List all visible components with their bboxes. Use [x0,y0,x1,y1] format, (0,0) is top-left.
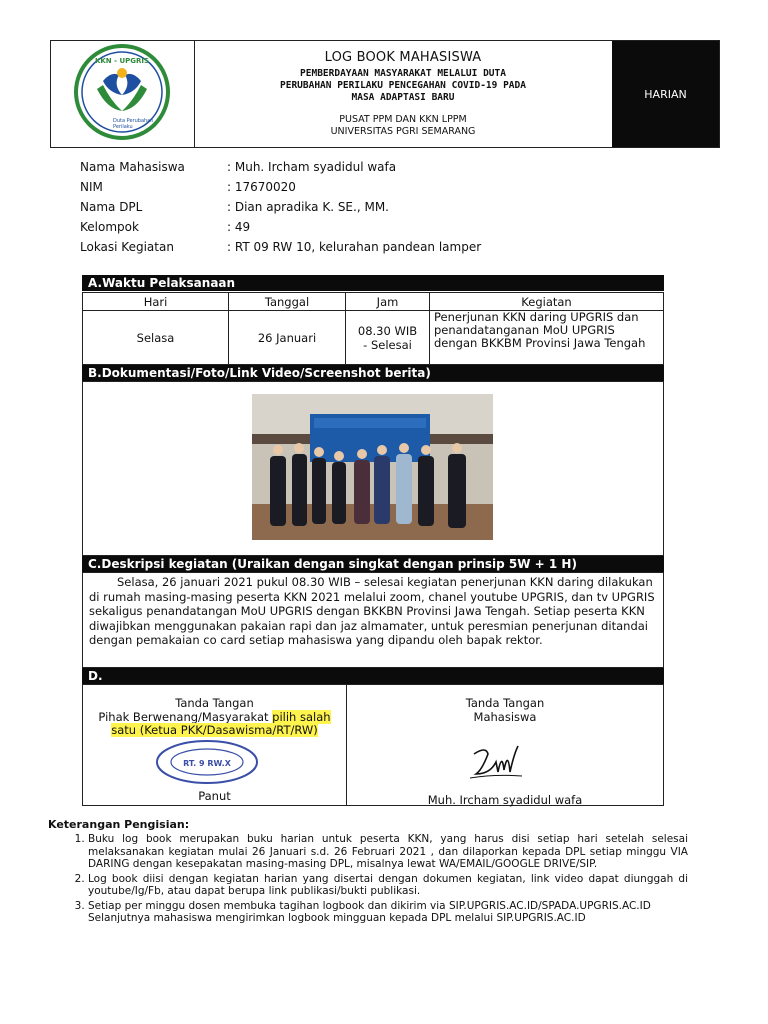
cell-hari: Selasa [82,310,229,365]
rt-rw-stamp [154,738,260,786]
subtitle: PEMBERDAYAAN MASYARAKAT MELALUI DUTA PERUBAHAN PERILAKU PENCEGAHAN COVID-19 PADA MASA ADAPTASI BARU [280,68,526,103]
svg-text:KKN - UPGRIS: KKN - UPGRIS [94,57,150,65]
col-header-hari: Hari [82,292,229,311]
title-cell [194,41,612,147]
authority-signature-label: Tanda Tangan Pihak Berwenang/Masyarakat pilih salah satu (Ketua PKK/Dasawisma/RT/RW) [98,696,331,737]
header-box [50,40,720,148]
cell-kegiatan: Penerjunan KKN daring UPGRIS dan penandatanganan MoU UPGRIS dengan BKKBM Provinsi Jawa Tengah [429,310,664,365]
instruction-item: 3. Setiap per minggu dosen membuka tagihan logbook dan dikirim via SIP.UPGRIS.AC.ID/SPADA.UPGRIS.AC.ID Selanjutnya mahasiswa mengirimkan logbook mingguan kepada DPL melalui SIP.UPGRIS.AC.ID [88,900,688,925]
section-d-title: D. [82,668,664,684]
activity-description: Selasa, 26 januari 2021 pukul 08.30 WIB – selesai kegiatan penerjunan KKN daring dilakukan di rumah masing-masing peserta KKN 2021 melalui zoom, chanel youtube UPGRIS, dan tv UPGRIS sekaligus penandatangan MoU UPGRIS dengan BKKBN Provinsi Jawa Tengah. Setiap peserta KKN diwajibkan menggunakan pakaian rapi dan jaz almamater, untuk peresmian penerjunan ditandai dengan pemakaian co card setiap mahasiswa yang dipandu oleh bapak rektor. [82,572,664,668]
instruction-item: 2. Log book diisi dengan kegiatan harian yang disertai dengan dokumen kegiatan, link video dapat diunggah di youtube/Ig/Fb, atau dapat berupa link publikasi/bukti publikasi. [88,873,688,898]
svg-text:Duta Perubahan: Duta Perubahan [113,118,154,124]
student-signature-name: Muh. Ircham syadidul wafa [427,793,583,807]
student-signature-label: Tanda Tangan Mahasiswa [465,696,545,724]
col-header-kegiatan: Kegiatan [429,292,664,311]
col-header-jam: Jam [345,292,430,311]
filling-instructions [48,818,688,925]
documentation-photo [252,394,493,540]
col-header-tanggal: Tanggal [228,292,346,311]
cell-jam: 08.30 WIB - Selesai [345,310,430,365]
instruction-item: 1. Buku log book merupakan buku harian untuk peserta KKN, yang harus disi setiap hari setelah selesai melaksanakan kegiatan mulai 26 Januari s.d. 26 Februari 2021 , dan dilaporkan kepada DPL setiap minggu VIA DARING dengan kesepakatan masing-masing DPL, misalnya lewat WA/EMAIL/GOOGLE DRIVE/SIP. [88,833,688,871]
organization: PUSAT PPM DAN KKN LPPM UNIVERSITAS PGRI SEMARANG [330,114,476,137]
section-a-title: A.Waktu Pelaksanaan [82,275,664,291]
svg-text:Perilaku: Perilaku [113,124,133,130]
section-c-title: C.Deskripsi kegiatan (Uraikan dengan singkat dengan prinsip 5W + 1 H) [82,556,664,572]
section-b-title: B.Dokumentasi/Foto/Link Video/Screenshot berita) [82,365,664,381]
logo-cell [51,41,195,147]
authority-name: Panut [198,789,231,803]
instructions-title: Keterangan Pengisian: [48,818,190,831]
cell-tanggal: 26 Januari [228,310,346,365]
instructions-list [48,833,688,925]
student-signature [466,740,526,784]
kkn-upgris-logo [51,41,194,147]
logbook-title: LOG BOOK MAHASISWA [324,50,482,65]
svg-text:RT. 9 RW.X: RT. 9 RW.X [183,759,231,768]
logbook-type: HARIAN [612,41,719,147]
